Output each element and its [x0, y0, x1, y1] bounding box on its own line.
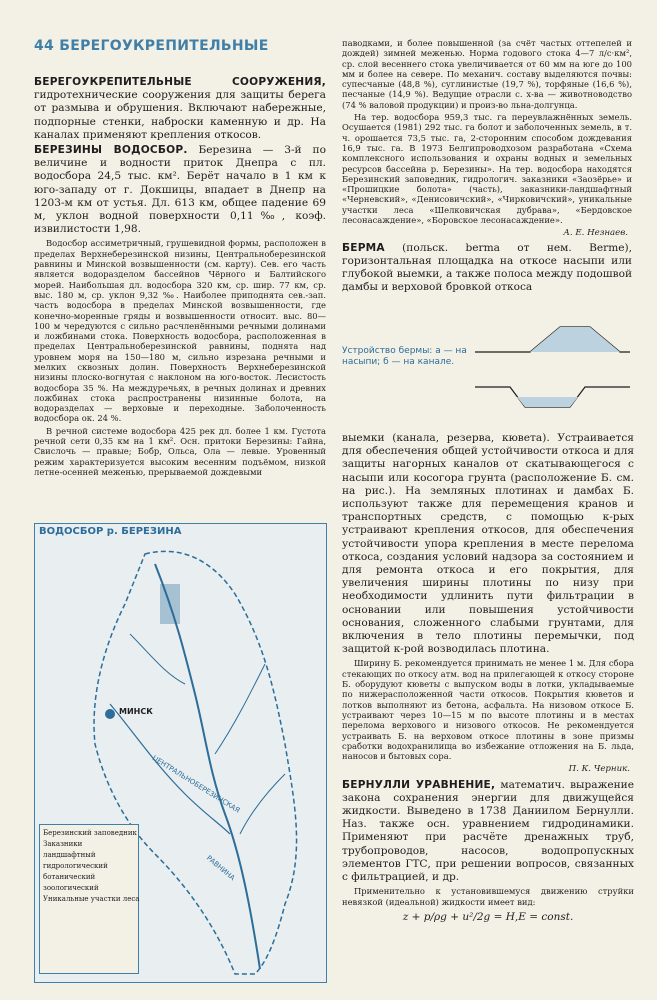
left-column	[34, 76, 326, 479]
figure-caption: Устройство бермы: а — на насыпи; б — на канале.	[342, 346, 467, 367]
reserve-area	[160, 584, 180, 624]
map-legend	[39, 824, 139, 974]
legend-item: Уникальные участки леса	[43, 895, 140, 903]
paragraph-small: Водосбор ассиметричный, грушевидной формы, расположен в пределах Верхнеберезинской низины, Центральноберезинской равнины и Минской возвышенности (см. карту). Сев. его часть является водоразделом бассейнов Чёрного и Балтийского морей. Наибольшая дл. водосбора 320 км, ср. шир. 77 км, ср. выс. 180 м, ср. уклон 9,32 ‰. Наиболее приподнята сев.-зап. часть водосбора в пределах Минской возвышенности, где конечно-моренные гряды и возвышенности относит. выс. 80—100 м чередуются с сильно расчленёнными речными долинами и ложбинами стока. Поверхность водосбора, расположенная в пределах Центральноберезинской равнины, поднята над уровнем моря на 150—180 м, сильно изрезана речными и мелких сквозных долин. Поверхность Верхнеберезинской низины плоско-вогнутая с наклоном на юго-восток. Лесистость водосбора 35 %. На междуречьях, в речных долинах и древних ложбинах стока распространены низинные болота, на водоразделах — верховые и переходные. Заболоченность водосбора ок. 24 %.	[34, 238, 326, 424]
entry-beregoukrepitelnye	[34, 76, 326, 142]
author-signature: А. Е. Незнаев.	[563, 228, 628, 239]
legend-item: Заказники	[43, 840, 83, 848]
canal-water	[517, 397, 578, 407]
entry-body: гидротехнические сооружения для защиты берега от размыва и обрушения. Включают набережные, подпорные стенки, наброски каменную и др. На каналах применяют крепления откосов.	[34, 89, 326, 141]
tributary	[240, 774, 285, 834]
running-header	[34, 38, 269, 54]
legend-item: Березинский заповедник	[43, 829, 137, 837]
map-title: ВОДОСБОР р. БЕРЕЗИНА	[39, 526, 182, 537]
author-signature: П. К. Черник.	[568, 764, 630, 775]
entry-body: (польск. berma от нем. Berme), горизонтальная площадка на откосе насыпи или глубокой выемки, а также полоса между подошвой дамбы и верховой бровкой откоса	[342, 241, 633, 294]
berm-figure	[470, 312, 635, 422]
entry-berma	[342, 242, 632, 295]
paragraph-small: Ширину Б. рекомендуется принимать не менее 1 м. Для сбора стекающих по откосу атм. вод на прилегающей к откосу стороне Б. обоpудуют кюветы с выпуском воды в лотки, укладываемые по нижерасположенной части откосов. Покрытия кюветов и лотков выполняют из бетона, асфальта. На низовом откосе Б. устраивают через 10—15 м по высоте плотины и в местах перелома верхового и низового откосов. Не рекомендуется устраивать Б. на верховом откосе плотины в зоне призмы сработки водохранилища во избежание отложения на Б. льда, наносов и бытовых сора.	[342, 658, 634, 762]
entry-head: БЕРМА	[342, 241, 385, 254]
city-minsk-marker	[105, 709, 115, 719]
entry-head: БЕРЕЗИНЫ ВОДОСБОР.	[34, 144, 188, 157]
legend-item: зоологический	[43, 884, 99, 892]
embankment-fill	[530, 327, 620, 352]
entry-head: БЕРНУЛЛИ УРАВНЕНИЕ,	[342, 778, 496, 791]
entry-berezina	[34, 144, 326, 236]
page-number: 44	[34, 38, 55, 54]
berma-body-cont: выемки (канала, резерва, кювета). Устраивается для обеспечения общей устойчивости откоса и для защиты нагорных каналов от скатывающегося с насыпи или косогора грунта (расположение Б. см. на рис.). На земляных плотинах и дамбах Б. используют также для перемещения кранов и транспортных средств, с помощью к-рых устраивают крепления откосов, для обеспечения устойчивости упора крепления в месте перелома откоса, создания условий надзора за состоянием и для ремонта откоса и его покрытия, для увеличения ширины плотины по низу при необходимости удлинить пути фильтрации в основании или повышения устойчивости основания, сложенного слабыми грунтами, для включения в тело плотины перемычки, под защитой к-рой возводилась плотина.	[342, 432, 634, 656]
running-head: БЕРЕГОУКРЕПИТЕЛЬНЫЕ	[59, 38, 269, 54]
berezina-basin-map	[34, 523, 327, 983]
legend-item: ландшафтный	[43, 851, 96, 859]
entry-body: Березина — 3-й по величине и водности приток Днепра с пл. водосбора 24,5 тыс. км². Берёт начало в 1 км к юго-западу от г. Докшицы, впадает в Днепр на 1203-м км от устья. Дл. 613 км, общее падение 69 м, уклон водной поверхности 0,11‰, коэф. извилистости 1,98.	[34, 144, 326, 236]
region-label: ЦЕНТРАЛЬНОБЕРЕЗИНСКАЯ	[150, 754, 242, 815]
entry-head: БЕРЕГОУКРЕПИТЕЛЬНЫЕ СООРУЖЕНИЯ,	[34, 76, 326, 88]
paragraph-small: Применительно к установившемуся движению струйки невязкой (идеальной) жидкости имеет вид:	[342, 886, 634, 907]
tributary	[215, 664, 265, 754]
entry-bernoulli	[342, 779, 634, 885]
paragraph-small: паводками, и более повышенной (за счёт частых оттепелей и дождей) зимней меженью. Норма годового стока 4—7 л/с·км², ср. слой весеннего стока увеличивается от 60 мм на юге до 100 мм и более на севере. По механич. составу выделяются почвы: супесчаные (48,8 %), суглинистые (19,7 %), торфяные (16,6 %), песчаные (14,9 %). Ведущие отрасли с. х-ва — животноводство (74 % валовой продукции) и произ-во льна-долгунца.	[342, 38, 632, 110]
entry-body: математич. выражение закона сохранения энергии для движущейся жидкости. Выведено в 1738 Даниилом Бернулли. Наз. также осн. уравнением гидродинамики. Применяют при расчёте дренажных труб, трубопроводов, насосов, водопропускных элементов ГТС, при решении вопросов, связанных с фильтрацией, и др.	[342, 778, 634, 884]
tributary	[130, 634, 185, 684]
bernoulli-formula: z + p/ρg + u²/2g = H,E = const.	[402, 910, 574, 923]
city-label-minsk: МИНСК	[119, 707, 153, 716]
right-column	[342, 38, 632, 297]
legend-item: ботанический	[43, 873, 96, 881]
region-label: РАВНИНА	[204, 854, 237, 883]
paragraph-small: В речной системе водосбора 425 рек дл. более 1 км. Густота речной сети 0,35 км на 1 км². Осн. притоки Березины: Гайна, Свислочь — правые; Бобр, Ольса, Ола — левые. Уровенный режим характеризуется высоким весенним подъёмом, низкой летне-осенней меженью, прерываемой дождевыми	[34, 425, 326, 477]
right-column-continued	[342, 432, 634, 926]
legend-item: гидрологический	[43, 862, 108, 870]
paragraph-small: На тер. водосбора 959,3 тыс. га переувлажнённых земель. Осушается (1981) 292 тыс. га болот и заболоченных земель, в т. ч. орошается 73,5 тыс. га, 2-сторонним способом дождевания 16,9 тыс. га. В 1973 Белгипроводхозом разработана «Схема комплексного использования и охраны водных и земельных ресурсов бассейна р. Березины». На тер. водосбора находятся Березинский заповедник, гидрологич. заказники «Заозёрье» и «Прошицкие болота» (часть), заказники-ландшафтный «Черневский», «Денисовичский», «Чирковичский», уникальные участки леса «Шелковичская дубрава», «Бердовское лесонасаждение», «Боровское лесонасаждение».	[342, 112, 632, 226]
